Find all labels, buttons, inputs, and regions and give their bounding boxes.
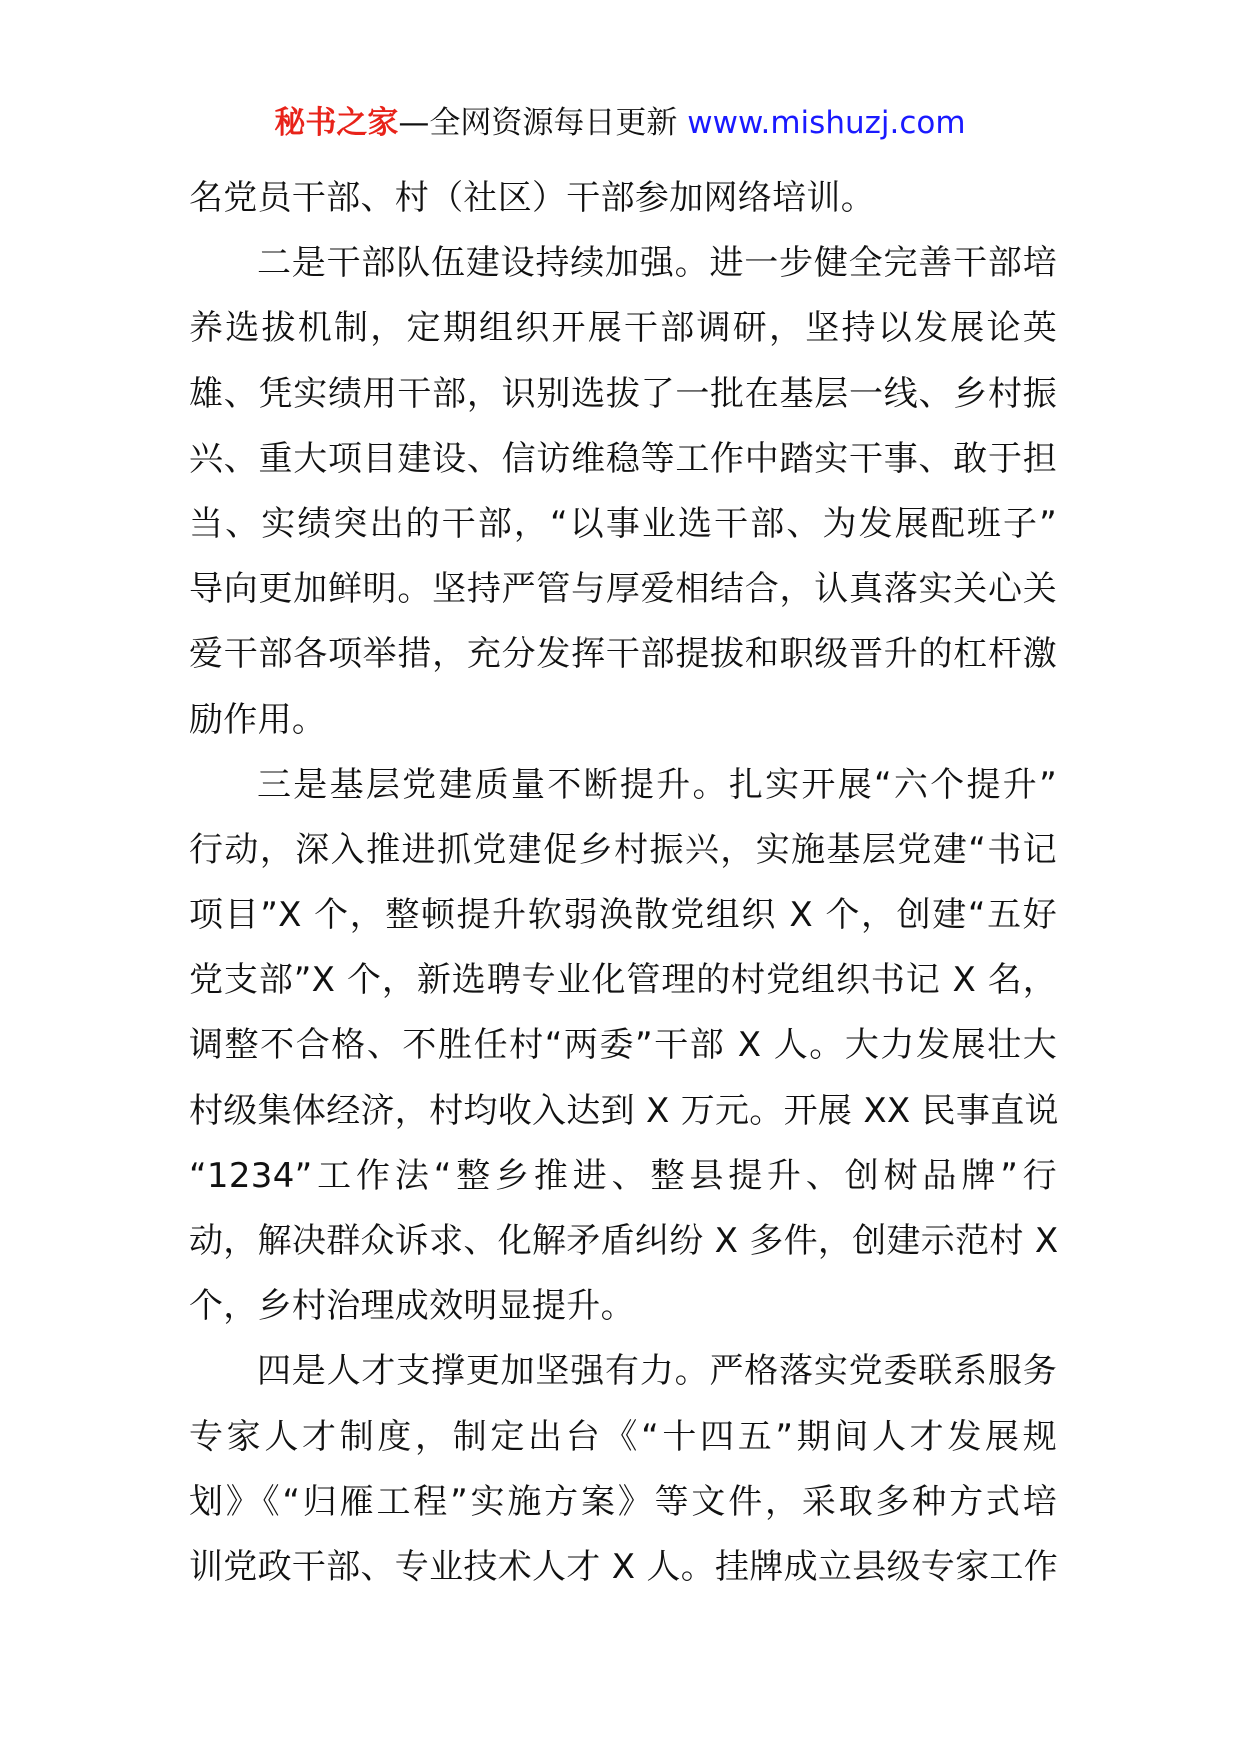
- text-line: 行动，深入推进抓党建促乡村振兴，实施基层党建“书记: [189, 829, 1057, 870]
- text-line: 党支部”X 个，新选聘专业化管理的村党组织书记 X 名，: [189, 960, 1057, 1001]
- text-line: 村级集体经济，村均收入达到 X 万元。开展 XX 民事直说: [189, 1090, 1059, 1131]
- text-line: 动，解决群众诉求、化解矛盾纠纷 X 多件，创建示范村 X: [189, 1221, 1059, 1261]
- text-line: 划》《“归雁工程”实施方案》等文件，采取多种方式培: [189, 1481, 1057, 1522]
- brand-name: 秘书之家: [274, 105, 399, 141]
- text-line: 雄、凭实绩用干部，识别选拔了一批在基层一线、乡村振: [189, 373, 1057, 414]
- text-line: 导向更加鲜明。坚持严管与厚爱相结合，认真落实关心关: [189, 569, 1057, 610]
- paragraph-first-line: 二是干部队伍建设持续加强。进一步健全完善干部培: [257, 243, 1057, 284]
- text-line: 训党政干部、专业技术人才 X 人。挂牌成立县级专家工作: [189, 1546, 1059, 1587]
- document-body: [189, 166, 1057, 1600]
- text-line: “1234”工作法“整乡推进、整县提升、创树品牌”行: [189, 1155, 1057, 1196]
- text-line: 当、实绩突出的干部，“以事业选干部、为发展配班子”: [189, 503, 1057, 544]
- paragraph-first-line: 三是基层党建质量不断提升。扎实开展“六个提升”: [257, 764, 1057, 805]
- text-line: 兴、重大项目建设、信访维稳等工作中踏实干事、敢于担: [189, 438, 1057, 479]
- text-line: 专家人才制度，制定出台《“十四五”期间人才发展规: [189, 1416, 1057, 1457]
- page-header: [0, 98, 1240, 148]
- text-line: 养选拔机制，定期组织开展干部调研，坚持以发展论英: [189, 308, 1057, 349]
- site-url: www.mishuzj.com: [687, 105, 966, 141]
- text-line: 爱干部各项举措，充分发挥干部提拔和职级晋升的杠杆激: [189, 634, 1057, 675]
- header-tagline: —全网资源每日更新: [398, 105, 678, 141]
- text-line: 名党员干部、村（社区）干部参加网络培训。: [189, 178, 875, 218]
- text-line: 项目”X 个，整顿提升软弱涣散党组织 X 个，创建“五好: [189, 895, 1057, 936]
- text-line: 调整不合格、不胜任村“两委”干部 X 人。大力发展壮大: [189, 1025, 1057, 1066]
- text-line: 个，乡村治理成效明显提升。: [189, 1286, 635, 1327]
- text-line: 励作用。: [189, 699, 327, 740]
- paragraph-first-line: 四是人才支撑更加坚强有力。严格落实党委联系服务: [257, 1351, 1057, 1392]
